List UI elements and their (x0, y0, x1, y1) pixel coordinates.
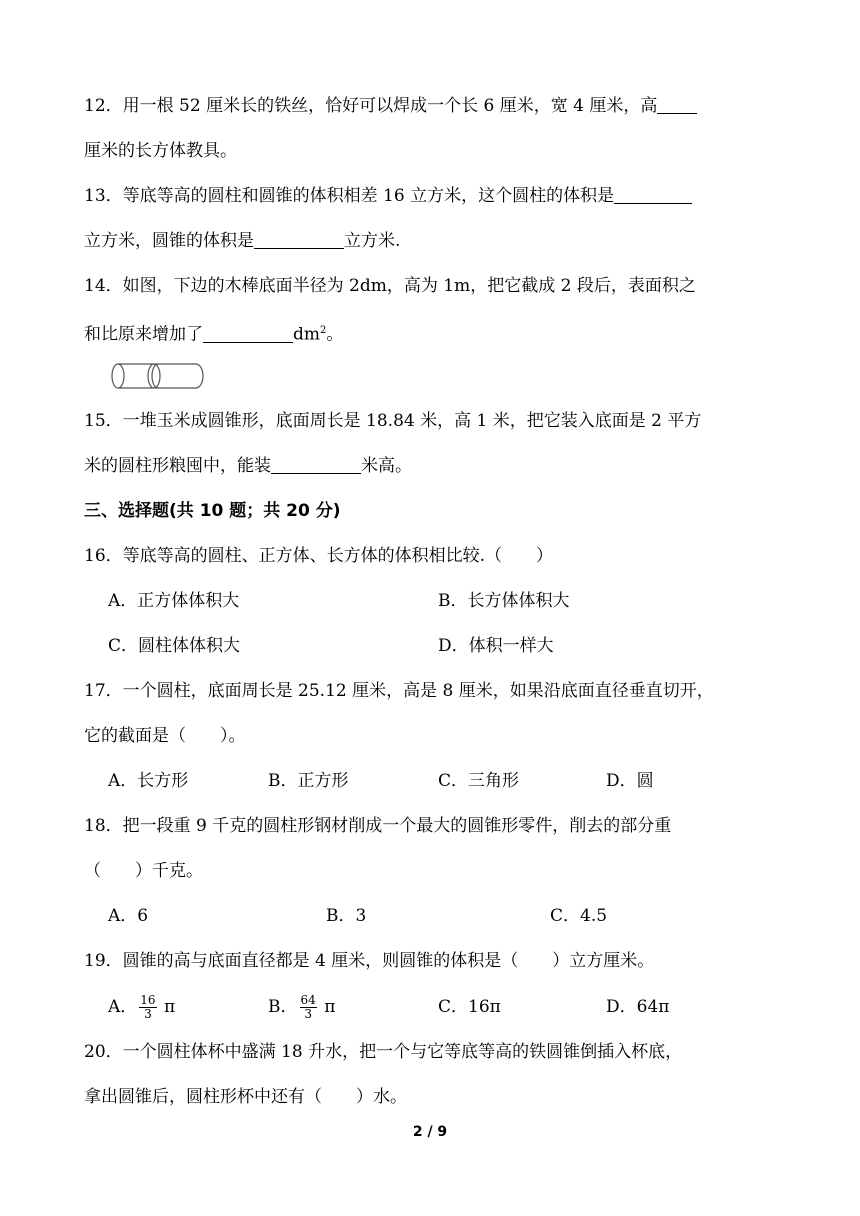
q17-option-a[interactable]: A．长方形 (108, 771, 189, 791)
q19-option-b[interactable]: B． $\frac{64}{3}$ π (268, 993, 336, 1021)
q16-option-b[interactable]: B．长方体体积大 (438, 591, 570, 611)
q18-option-c[interactable]: C．4.5 (550, 906, 608, 926)
q15-line2: 米的圆柱形粮囤中，能装 米高。 (84, 456, 412, 476)
fraction: $\frac{16}{3}$ (140, 993, 156, 1021)
q17-line2: 它的截面是（ ）。 (84, 726, 246, 746)
q16-option-c[interactable]: C．圆柱体体积大 (108, 636, 241, 656)
q16-stem: 16．等底等高的圆柱、正方体、长方体的体积相比较.（ ） (84, 546, 554, 566)
answer-blank[interactable] (254, 230, 344, 249)
answer-blank[interactable] (614, 185, 692, 204)
q13-line2: 立方米，圆锥的体积是 立方米. (84, 231, 401, 251)
section-heading: 三、选择题(共 10 题；共 20 分) (84, 501, 341, 521)
q12-line1: 12．用一根 52 厘米长的铁丝，恰好可以焊成一个长 6 厘米，宽 4 厘米，高 (84, 94, 697, 118)
q18-line2: （ ）千克。 (84, 861, 203, 881)
fraction: $\frac{64}{3}$ (300, 993, 316, 1021)
q19-stem: 19．圆锥的高与底面直径都是 4 厘米，则圆锥的体积是（ ）立方厘米。 (84, 951, 655, 971)
q17-line1: 17．一个圆柱，底面周长是 25.12 厘米，高是 8 厘米，如果沿底面直径垂直切开， (84, 681, 714, 701)
q14-line1: 14．如图，下边的木棒底面半径为 2dm，高为 1m，把它截成 2 段后，表面积之 (84, 276, 696, 296)
q20-line1: 20．一个圆柱体杯中盛满 18 升水，把一个与它等底等高的铁圆锥倒插入杯底， (84, 1042, 683, 1062)
q14-line2: 和比原来增加了 $dm^2$。 (84, 324, 344, 345)
q18-option-b[interactable]: B．3 (326, 906, 367, 926)
q16-option-a[interactable]: A．正方体体积大 (108, 591, 240, 611)
wooden-stick-figure (110, 361, 206, 391)
q16-option-d[interactable]: D．体积一样大 (438, 636, 554, 656)
answer-blank[interactable] (271, 455, 361, 474)
page-number: 2 / 9 (412, 1124, 448, 1140)
q13-line1: 13．等底等高的圆柱和圆锥的体积相差 16 立方米，这个圆柱的体积是 (84, 184, 692, 208)
q18-option-a[interactable]: A．6 (108, 906, 149, 926)
q17-option-c[interactable]: C．三角形 (438, 771, 520, 791)
q15-line1: 15．一堆玉米成圆锥形，底面周长是 18.84 米，高 1 米，把它装入底面是 2 平方 (84, 411, 702, 431)
answer-blank[interactable] (657, 95, 697, 114)
q19-option-d[interactable]: D．64π (606, 997, 670, 1017)
q17-option-b[interactable]: B．正方形 (268, 771, 349, 791)
q20-line2: 拿出圆锥后，圆柱形杯中还有（ ）水。 (84, 1087, 407, 1107)
q17-option-d[interactable]: D．圆 (606, 771, 654, 791)
q19-option-a[interactable]: A． $\frac{16}{3}$ π (108, 993, 176, 1021)
q19-option-c[interactable]: C．16π (438, 997, 501, 1017)
answer-blank[interactable] (203, 324, 293, 343)
q18-line1: 18．把一段重 9 千克的圆柱形钢材削成一个最大的圆锥形零件，削去的部分重 (84, 816, 672, 836)
q12-line2: 厘米的长方体教具。 (84, 141, 237, 161)
